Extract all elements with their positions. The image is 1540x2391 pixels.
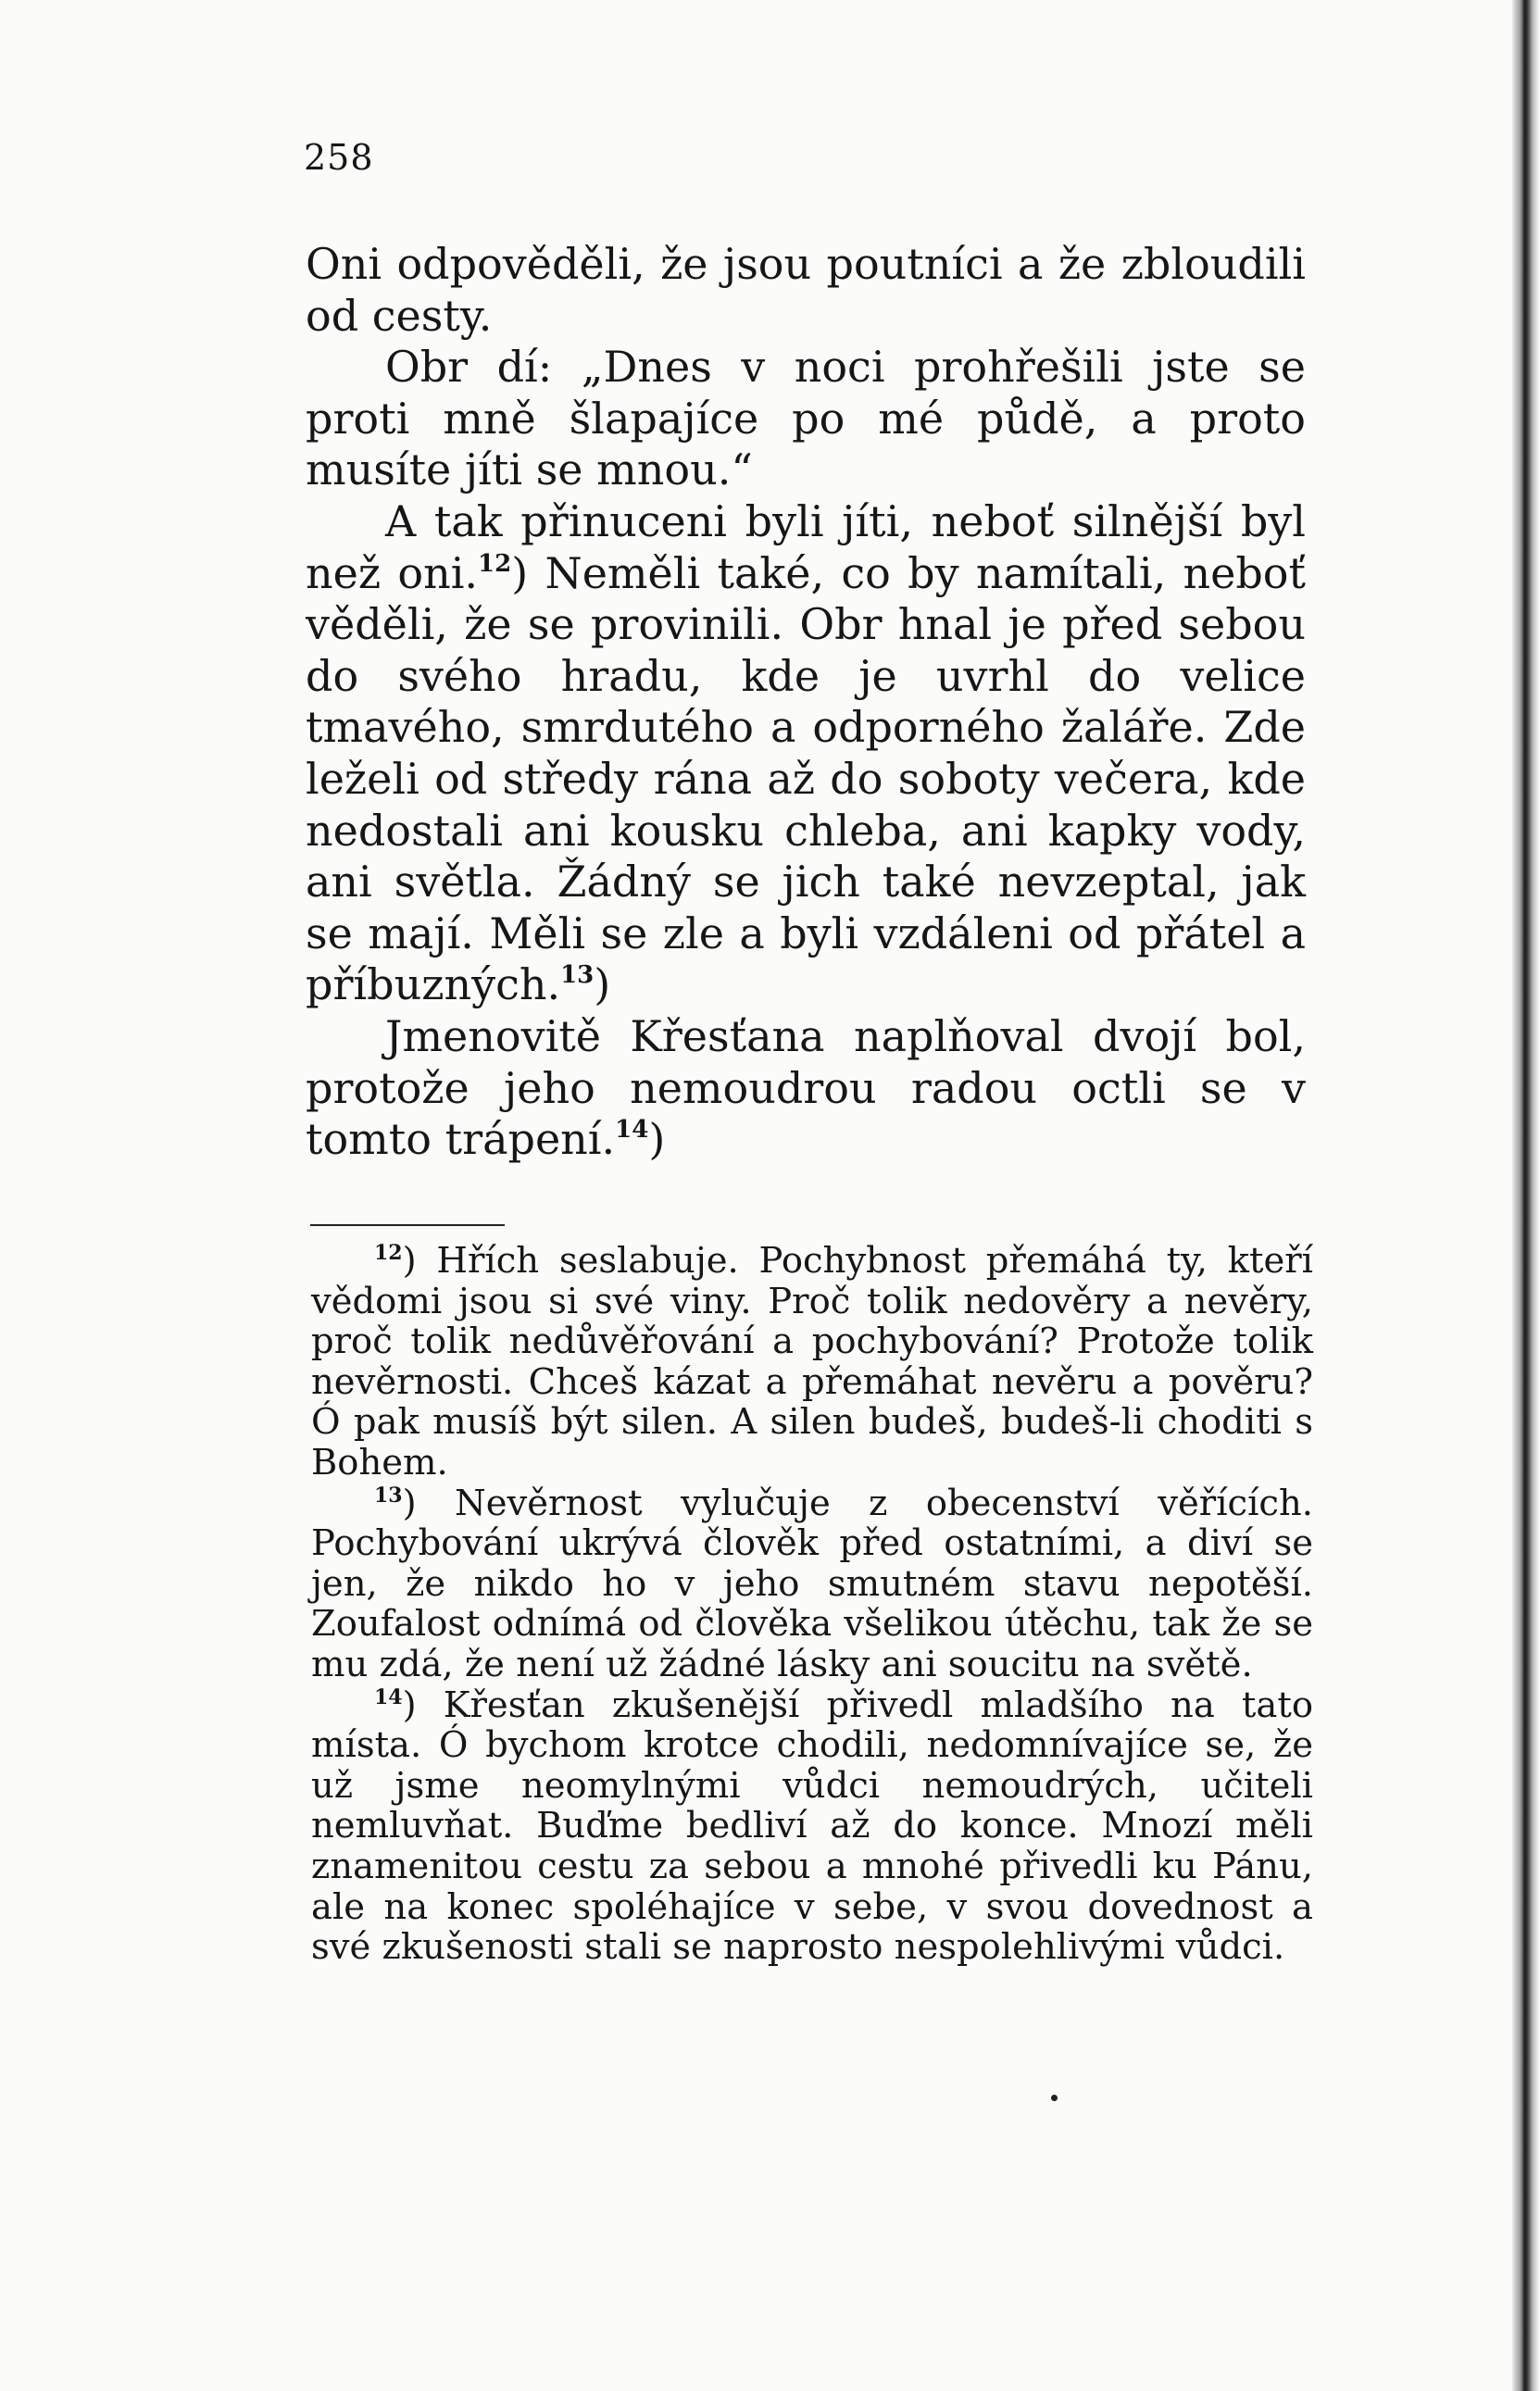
- paragraph-4-part-a: Jmenovitě Křesťana naplňoval dvojí bol, protože jeho nemoudrou radou octli se v tomto trápení.: [306, 1010, 1306, 1165]
- footnote-12: [311, 1241, 1313, 1483]
- footnote-13: [311, 1483, 1313, 1685]
- footnote-13-text: ) Nevěrnost vylučuje z obecenství věřících. Pochybování ukrývá člověk před ostatními, a diví se jen, že nikdo ho v jeho smutném stavu nepotěší. Zoufalost odnímá od člověka všelikou útěchu, tak že se mu zdá, že není už žádné lásky ani soucitu na světě.: [311, 1482, 1313, 1685]
- paragraph-3-part-c: ): [594, 959, 611, 1010]
- page-number: 258: [304, 137, 374, 178]
- paragraph-3-part-a: A tak přinuceni byli jíti, neboť silnější byl než oni.: [306, 495, 1306, 598]
- footnote-ref-14: 14: [615, 1116, 649, 1145]
- page-edge-shadow: [1512, 0, 1540, 2391]
- paragraph-4-part-b: ): [648, 1114, 666, 1165]
- paragraph-1: Oni odpověděli, že jsou poutníci a že zbloudili od cesty.: [306, 239, 1306, 341]
- footnote-12-text: ) Hřích seslabuje. Pochybnost přemáhá ty, kteří vědomi jsou si své viny. Proč tolik nedověry a nevěry, proč tolik nedůvěřování a pochybování? Protože tolik nevěrnosti. Chceš kázat a přemáhat nevěru a pověru? Ó pak musíš být silen. A silen budeš, budeš-li choditi s Bohem.: [311, 1240, 1313, 1483]
- footnote-13-mark: 13: [374, 1483, 403, 1508]
- footnotes: [311, 1241, 1313, 1968]
- footnote-separator: [310, 1224, 505, 1226]
- footnote-ref-13: 13: [560, 961, 595, 990]
- footnote-ref-12: 12: [478, 549, 512, 578]
- footnote-14-mark: 14: [374, 1684, 403, 1709]
- paragraph-3: [306, 496, 1306, 1011]
- paragraph-3-part-b: ) Neměli také, co by namítali, neboť věděli, že se provinili. Obr hnal je před sebou do svého hradu, kde je uvrhl do velice tmavého, smrdutého a odporného žaláře. Zde leželi od středy rána až do soboty večera, kde nedostali ani kousku chleba, ani kapky vody, ani světla. Žádný se jich také nevzeptal, jak se mají. Měli se zle a byli vzdáleni od přátel a příbuzných.: [306, 547, 1306, 1010]
- paragraph-2: Obr dí: „Dnes v noci prohřešili jste se proti mně šlapajíce po mé půdě, a proto musíte jíti se mnou.“: [306, 342, 1306, 495]
- footnote-12-mark: 12: [374, 1241, 403, 1265]
- print-speck: [1051, 2095, 1058, 2101]
- footnote-14: [311, 1685, 1313, 1968]
- paragraph-4: [306, 1011, 1306, 1166]
- main-text: [306, 239, 1306, 1166]
- footnote-14-text: ) Křesťan zkušenější přivedl mladšího na tato místa. Ó bychom krotce chodili, nedomnívajíce se, že už jsme neomylnými vůdci nemoudrých, učiteli nemluvňat. Buďme bedliví až do konce. Mnozí měli znamenitou cestu za sebou a mnohé přivedli ku Pánu, ale na konec spoléhajíce v sebe, v svou dovednost a své zkušenosti stali se naprosto nespolehlivými vůdci.: [311, 1684, 1313, 1969]
